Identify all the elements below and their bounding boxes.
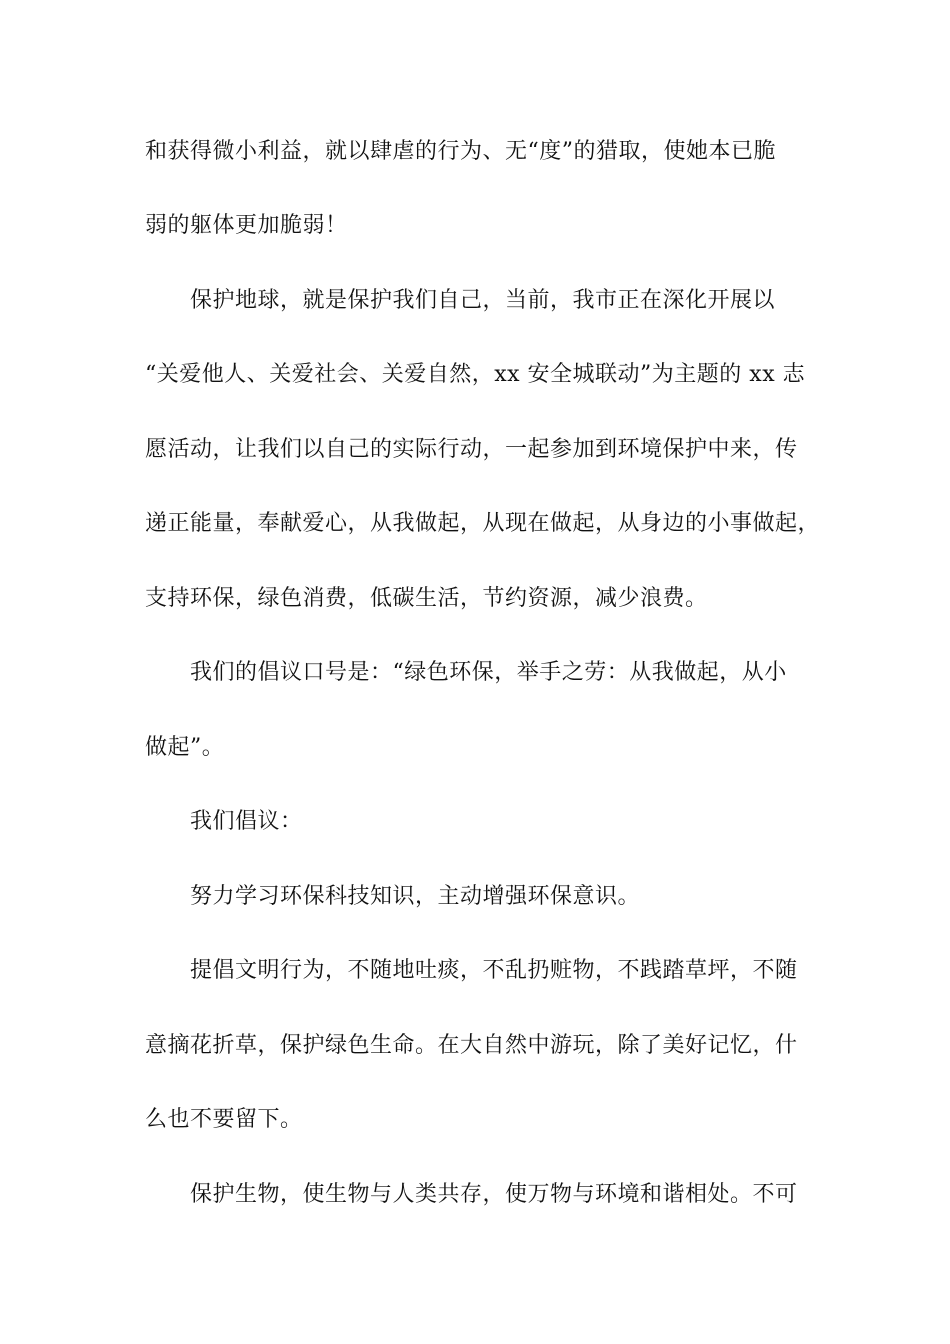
paragraph-start-line: 努力学习环保科技知识，主动增强环保意识。	[190, 884, 641, 909]
paragraph-start-line: 我们倡议：	[190, 809, 303, 834]
text-line: 么也不要留下。	[145, 1107, 303, 1132]
text-line: 愿活动，让我们以自己的实际行动，一起参加到环境保护中来，传	[145, 437, 798, 462]
text-line: “关爱他人、关爱社会、关爱自然，xx 安全城联动”为主题的 xx 志	[145, 362, 806, 387]
text-line: 做起”。	[145, 735, 225, 760]
text-line: 意摘花折草，保护绿色生命。在大自然中游玩，除了美好记忆，什	[145, 1033, 798, 1058]
text-line: 递正能量，奉献爱心，从我做起，从现在做起，从身边的小事做起，	[145, 511, 821, 536]
paragraph-start-line: 我们的倡议口号是：“绿色环保，举手之劳：从我做起，从小	[190, 660, 787, 685]
text-line: 和获得微小利益，就以肆虐的行为、无“度”的猎取，使她本已脆	[145, 139, 776, 164]
text-line: 支持环保，绿色消费，低碳生活，节约资源，减少浪费。	[145, 586, 708, 611]
paragraph-start-line: 提倡文明行为，不随地吐痰，不乱扔赃物，不践踏草坪，不随	[190, 958, 798, 983]
text-line: 弱的躯体更加脆弱！	[145, 213, 348, 238]
paragraph-start-line: 保护生物，使生物与人类共存，使万物与环境和谐相处。不可	[190, 1182, 798, 1207]
paragraph-start-line: 保护地球，就是保护我们自己，当前，我市正在深化开展以	[190, 288, 776, 313]
